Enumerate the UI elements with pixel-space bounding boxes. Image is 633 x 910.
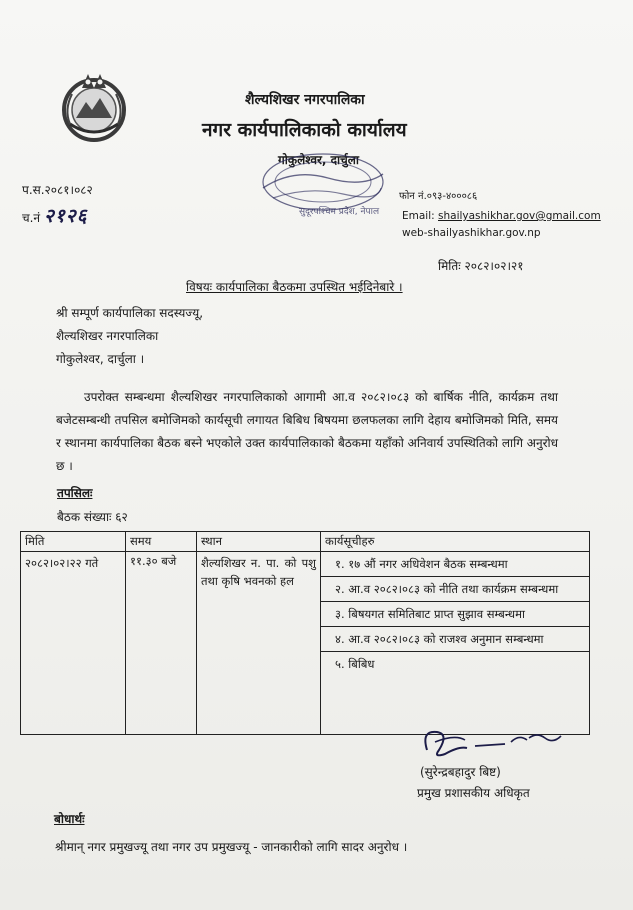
recipient-line-1: श्री सम्पूर्ण कार्यपालिका सदस्यज्यू,: [56, 306, 204, 320]
header-agenda: कार्यसूचीहरु: [321, 532, 590, 552]
office-address: गोकुलेश्वर, दार्चुला: [278, 153, 359, 167]
header-time: समय: [126, 532, 197, 552]
agenda-item-3: ३. बिषयगत समितिबाट प्राप्त सुझाव सम्बन्धमा: [321, 602, 589, 627]
meeting-schedule-table: [20, 531, 590, 735]
website-link[interactable]: web-shailyashikhar.gov.np: [402, 227, 541, 239]
phone-number: फोन नं.०९३-४०००८६: [399, 191, 478, 202]
agenda-item-1: १. १७ औं नगर अधिवेशन बैठक सम्बन्धमा: [321, 552, 589, 577]
meeting-number: बैठक संख्याः ६२: [57, 510, 128, 524]
table-header-row: [21, 532, 590, 552]
office-title: नगर कार्यपालिकाको कार्यालय: [202, 119, 407, 141]
signatory-name: (सुरेन्द्रबहादुर बिष्ट): [420, 765, 501, 779]
cc-label: बोधार्थः: [54, 812, 85, 826]
dispatch-value: २१२६: [43, 205, 88, 227]
agenda-item-4: ४. आ.व २०८२।०८३ को राजश्व अनुमान सम्बन्धमा: [321, 627, 589, 652]
stamp-text: सुदूरपश्चिम प्रदेश, नेपाल: [299, 207, 380, 217]
nepal-emblem-icon: [52, 66, 136, 150]
cell-agenda: [321, 552, 590, 735]
recipient-line-2: शैल्यशिखर नगरपालिका: [56, 329, 159, 343]
recipient-line-3: गोकुलेश्वर, दार्चुला ।: [56, 352, 145, 366]
header-date: मिति: [21, 532, 126, 552]
agenda-item-5: ५. बिबिध: [335, 657, 375, 671]
office-stamp: [253, 148, 388, 220]
letter-body: [56, 386, 558, 478]
letter-date: मितिः २०८२।०२।२१: [438, 259, 524, 273]
cell-time: ११.३० बजे: [126, 552, 197, 735]
email-line: [402, 210, 601, 222]
signatory-title: प्रमुख प्रशासकीय अधिकृत: [417, 786, 530, 800]
email-link[interactable]: shailyashikhar.gov@gmail.com: [438, 210, 601, 222]
cell-place: शैल्यशिखर न. पा. को पशु तथा कृषि भवनको हल: [197, 552, 321, 735]
letter-body-text: उपरोक्त सम्बन्धमा शैल्यशिखर नगरपालिकाको आगामी आ.व २०८२।०८३ को बार्षिक नीति, कार्यक्रम तथा बजेटसम्बन्धी तपसिल बमोजिमको कार्यसूची लगायत बिबिध बिषयमा छलफलका लागि देहाय बमोजिमको मिति, समय र स्थानमा कार्यपालिका बैठक बस्ने भएकोले उक्त कार्यपालिकाको बैठकमा यहाँको अनिवार्य उपस्थितिको लागि अनुरोध छ ।: [56, 390, 559, 473]
dispatch-number: [22, 202, 87, 228]
dispatch-label: च.नं: [22, 211, 41, 225]
cc-line: श्रीमान् नगर प्रमुखज्यू तथा नगर उप प्रमुखज्यू - जानकारीको लागि सादर अनुरोध ।: [55, 840, 408, 854]
details-label: तपसिलः: [57, 486, 93, 500]
letter-subject: विषयः कार्यपालिका बैठकमा उपस्थित भईदिनेबारे ।: [186, 280, 403, 294]
table-row: [21, 552, 590, 735]
email-label: Email:: [402, 210, 435, 222]
agenda-item-2: २. आ.व २०८२।०८३ को नीति तथा कार्यक्रम सम्बन्धमा: [321, 577, 589, 602]
reference-number: प.स.२०८१।०८२: [22, 183, 93, 197]
municipality-name: शैल्यशिखर नगरपालिका: [245, 92, 365, 108]
cell-date: २०८२।०२।२२ गते: [21, 552, 126, 735]
header-place: स्थान: [197, 532, 321, 552]
handwritten-signature: [415, 720, 575, 764]
